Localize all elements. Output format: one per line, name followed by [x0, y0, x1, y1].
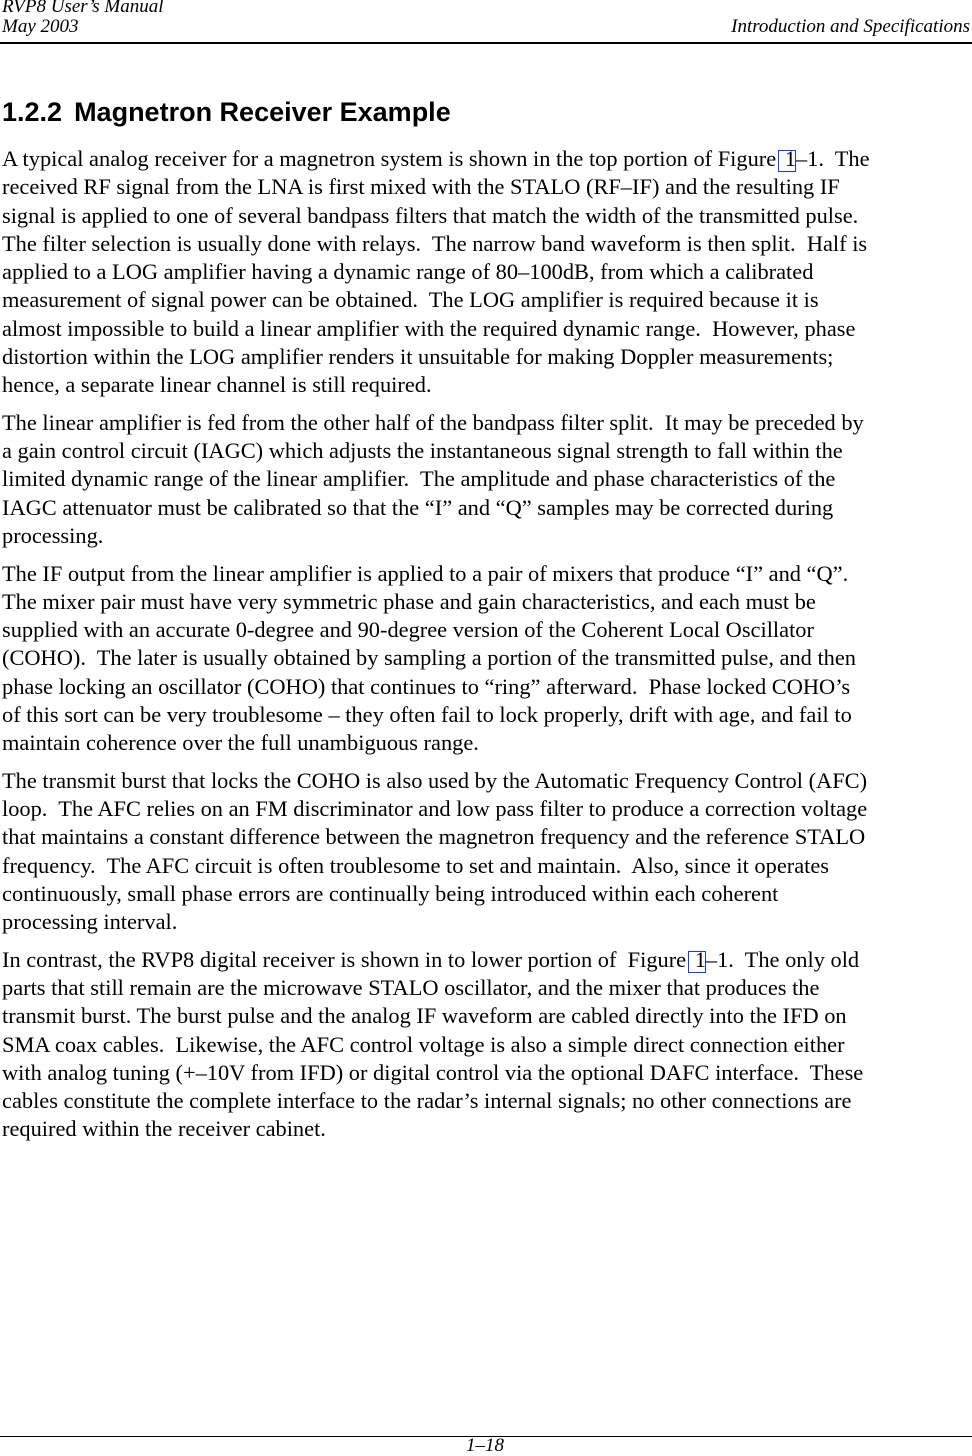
section-heading: [2, 95, 451, 129]
paragraph-2: [2, 409, 972, 550]
text-line: measurement of signal power can be obtained. The LOG amplifier is required because it is: [2, 287, 819, 313]
figure-ref-prefix: A typical analog receiver for a magnetron system is shown in the top portion of Figure: [2, 146, 782, 171]
text-line: The linear amplifier is fed from the other half of the bandpass filter split. It may be preceded by: [2, 409, 864, 435]
text-line: almost impossible to build a linear amplifier with the required dynamic range. However, phase: [2, 315, 856, 341]
text-line: loop. The AFC relies on an FM discriminator and low pass filter to produce a correction voltage: [2, 796, 868, 821]
text-line: with analog tuning (+–10V from IFD) or digital control via the optional DAFC interface. These: [2, 1059, 864, 1085]
text-line: parts that still remain are the microwave STALO oscillator, and the mixer that produces the: [2, 975, 820, 1000]
text-line: processing interval.: [2, 909, 178, 934]
section-number: 1.2.2: [2, 97, 63, 127]
paragraph-4: [2, 767, 972, 937]
text-line: phase locking an oscillator (COHO) that continues to “ring” afterward. Phase locked COHO’s: [2, 673, 851, 699]
text-line: transmit burst. The burst pulse and the analog IF waveform are cabled directly into the IFD on: [2, 1003, 847, 1029]
text-line: distortion within the LOG amplifier renders it unsuitable for making Doppler measurements;: [2, 343, 834, 369]
page-header: [0, 0, 972, 44]
text-line: [2, 145, 972, 173]
text-line: cables constitute the complete interface to the radar’s internal signals; no other connections are: [2, 1088, 852, 1113]
text-line: a gain control circuit (IAGC) which adjusts the instantaneous signal strength to fall within the: [2, 438, 843, 463]
figure-ref-suffix: –1. The: [795, 146, 870, 171]
text-line: supplied with an accurate 0-degree and 90-degree version of the Coherent Local Oscillator: [2, 617, 814, 642]
text-line: The mixer pair must have very symmetric phase and gain characteristics, and each must be: [2, 588, 816, 614]
page-number: 1–18: [466, 1435, 504, 1456]
text-line: IAGC attenuator must be calibrated so that the “I” and “Q” samples may be corrected during: [2, 494, 834, 520]
text-line: limited dynamic range of the linear amplifier. The amplitude and phase characteristics of the: [2, 466, 836, 492]
figure-ref-number: 1: [784, 146, 796, 171]
manual-title: RVP8 User’s Manual: [2, 0, 164, 17]
text-line: signal is applied to one of several bandpass filters that match the width of the transmitted pulse.: [2, 202, 859, 228]
figure-ref-suffix: –1. The only old: [705, 946, 860, 972]
section-title: Magnetron Receiver Example: [74, 97, 451, 127]
text-line: received RF signal from the LNA is first mixed with the STALO (RF–IF) and the resulting IF: [2, 174, 840, 200]
text-line: hence, a separate linear channel is still required.: [2, 372, 432, 397]
paragraph-5: [2, 946, 972, 1144]
header-rule: [0, 42, 972, 44]
text-line: of this sort can be very troublesome – they often fail to lock properly, drift with age, and fail to: [2, 701, 852, 727]
text-line: frequency. The AFC circuit is often troublesome to set and maintain. Also, since it operates: [2, 852, 830, 878]
text-line: [2, 946, 972, 974]
manual-date: May 2003: [2, 16, 79, 37]
text-line: The IF output from the linear amplifier is applied to a pair of mixers that produce “I” and “Q”.: [2, 560, 849, 586]
text-line: applied to a LOG amplifier having a dynamic range of 80–100dB, from which a calibrated: [2, 259, 814, 284]
text-line: processing.: [2, 522, 104, 548]
text-line: The filter selection is usually done with relays. The narrow band waveform is then split. Half is: [2, 230, 868, 256]
text-line: that maintains a constant difference between the magnetron frequency and the reference STALO: [2, 824, 866, 850]
paragraph-1: [2, 145, 972, 399]
text-line: required within the receiver cabinet.: [2, 1116, 326, 1142]
body-text: [2, 145, 972, 1153]
figure-ref-prefix: In contrast, the RVP8 digital receiver is shown in to lower portion of Figure: [2, 946, 692, 972]
chapter-title: Introduction and Specifications: [731, 16, 970, 37]
text-line: continuously, small phase errors are continually being introduced within each coherent: [2, 880, 779, 906]
figure-ref-number: 1: [694, 946, 706, 972]
text-line: The transmit burst that locks the COHO is also used by the Automatic Frequency Control (AFC): [2, 767, 868, 793]
text-line: (COHO). The later is usually obtained by sampling a portion of the transmitted pulse, and then: [2, 645, 856, 671]
header-left-block: [2, 0, 164, 37]
text-line: SMA coax cables. Likewise, the AFC control voltage is also a simple direct connection either: [2, 1031, 845, 1057]
text-line: maintain coherence over the full unambiguous range.: [2, 730, 479, 755]
paragraph-3: [2, 560, 972, 758]
